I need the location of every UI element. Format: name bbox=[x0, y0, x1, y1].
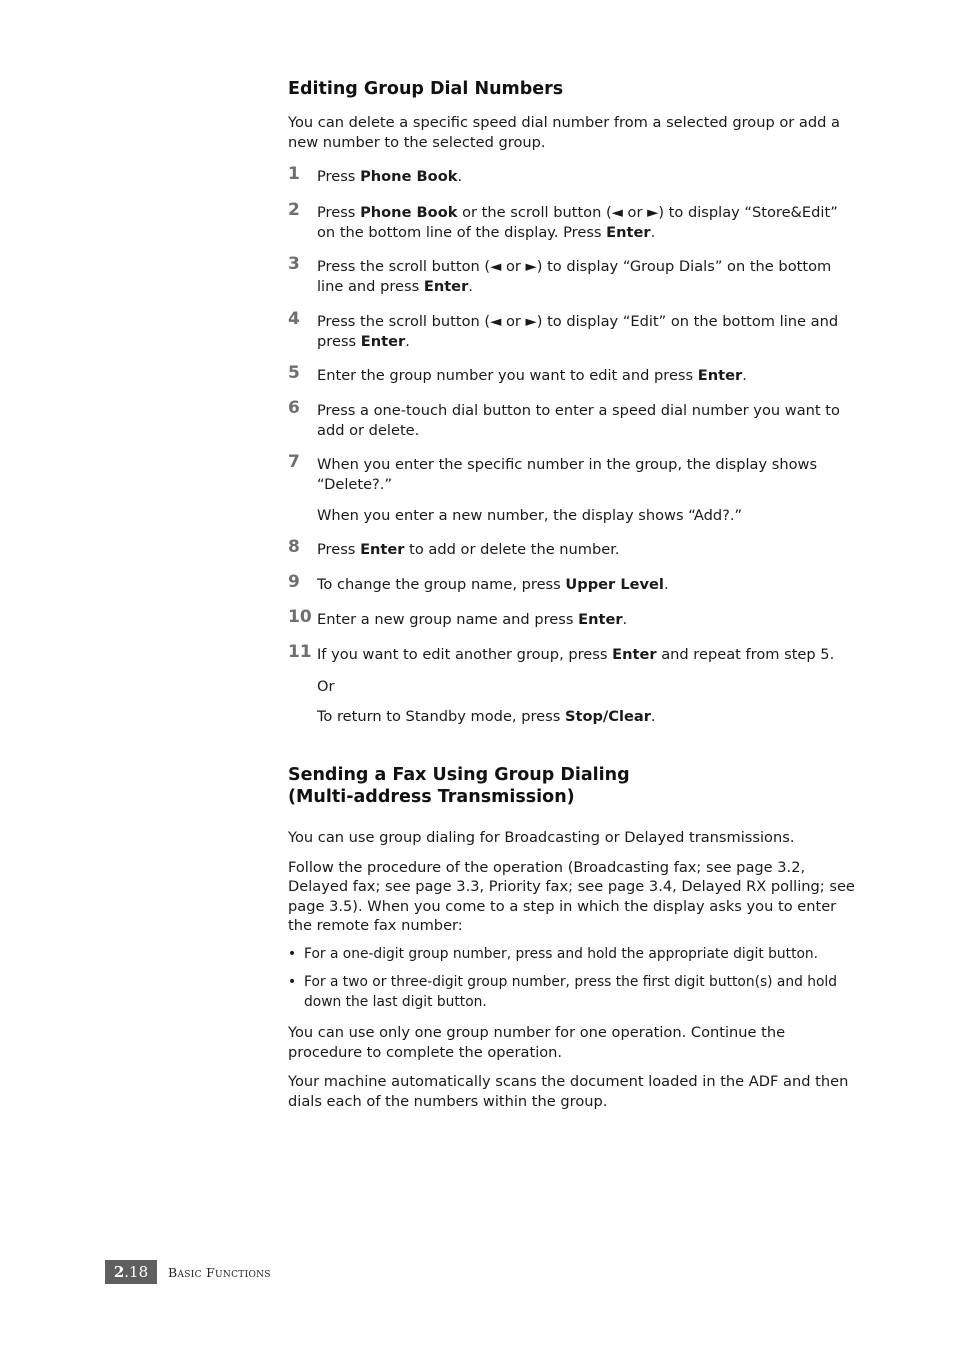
step-number: 8 bbox=[288, 537, 300, 557]
step-7-note: When you enter a new number, the display shows “Add?.” bbox=[317, 507, 743, 524]
page-number-box bbox=[105, 1260, 157, 1284]
step-9: 9 To change the group name, press Upper Level. bbox=[288, 572, 669, 593]
step-6: 6 Press a one-touch dial button to enter a speed dial number you want to add or delete. bbox=[288, 398, 840, 439]
step-4: 4 Press the scroll button (◄ or ►) to display “Edit” on the bottom line and press Enter. bbox=[288, 309, 839, 350]
step-number: 3 bbox=[288, 254, 300, 274]
page-number: .18 bbox=[124, 1263, 149, 1281]
bullet-icon: • bbox=[288, 945, 297, 962]
page-content bbox=[288, 78, 858, 1111]
footer-section-title: Basic Functions bbox=[168, 1264, 271, 1280]
page-footer bbox=[105, 1260, 271, 1284]
step-number: 5 bbox=[288, 363, 300, 383]
step-5: 5 Enter the group number you want to edit and press Enter. bbox=[288, 363, 747, 384]
step-number: 4 bbox=[288, 309, 300, 329]
step-8: 8 Press Enter to add or delete the number. bbox=[288, 537, 620, 558]
step-number: 6 bbox=[288, 398, 300, 418]
paragraph: Your machine automatically scans the document loaded in the ADF and then dials each of the numbers within the group. bbox=[288, 1073, 849, 1110]
step-number: 9 bbox=[288, 572, 300, 592]
step-7: 7 When you enter the specific number in the group, the display shows “Delete?.” bbox=[288, 452, 818, 493]
section-intro: You can delete a specific speed dial number from a selected group or add a new number to the selected group. bbox=[288, 114, 840, 151]
bullet-item: • For a one-digit group number, press and hold the appropriate digit button. bbox=[288, 945, 858, 965]
step-10: 10 Enter a new group name and press Enter. bbox=[288, 607, 628, 628]
step-number: 7 bbox=[288, 452, 300, 472]
step-11-or: Or bbox=[317, 678, 335, 695]
section-heading-editing-group: Editing Group Dial Numbers bbox=[288, 79, 564, 99]
step-3: 3 Press the scroll button (◄ or ►) to display “Group Dials” on the bottom line and press Enter. bbox=[288, 254, 832, 295]
bullet-icon: • bbox=[288, 974, 297, 990]
step-11: 11 If you want to edit another group, press Enter and repeat from step 5. bbox=[288, 642, 835, 663]
bullet-item: • For a two or three-digit group number, press the first digit button(s) and hold down the last digit button. bbox=[288, 974, 838, 1010]
step-number: 11 bbox=[288, 642, 312, 662]
step-number: 10 bbox=[288, 607, 312, 627]
step-number: 2 bbox=[288, 200, 300, 220]
paragraph: Follow the procedure of the operation (Broadcasting fax; see page 3.2, Delayed fax; see page 3.3, Priority fax; see page 3.4, Delayed RX polling; see page 3.5). When you come to a step in which the display asks you to enter the remote fax number: bbox=[288, 858, 855, 934]
step-1: 1 Press Phone Book. bbox=[288, 164, 463, 185]
paragraph: You can use group dialing for Broadcasting or Delayed transmissions. bbox=[288, 829, 795, 846]
step-2: 2 Press Phone Book or the scroll button (◄ or ►) to display “Store&Edit” on the bottom line of the display. Press Enter. bbox=[288, 200, 838, 241]
section-heading-sending-fax: Sending a Fax Using Group Dialing (Multi-address Transmission) bbox=[288, 765, 630, 807]
chapter-number: 2 bbox=[113, 1263, 125, 1281]
step-number: 1 bbox=[288, 164, 300, 184]
paragraph: You can use only one group number for one operation. Continue the procedure to complete the operation. bbox=[288, 1024, 786, 1061]
step-11-return: To return to Standby mode, press Stop/Clear. bbox=[317, 708, 656, 725]
